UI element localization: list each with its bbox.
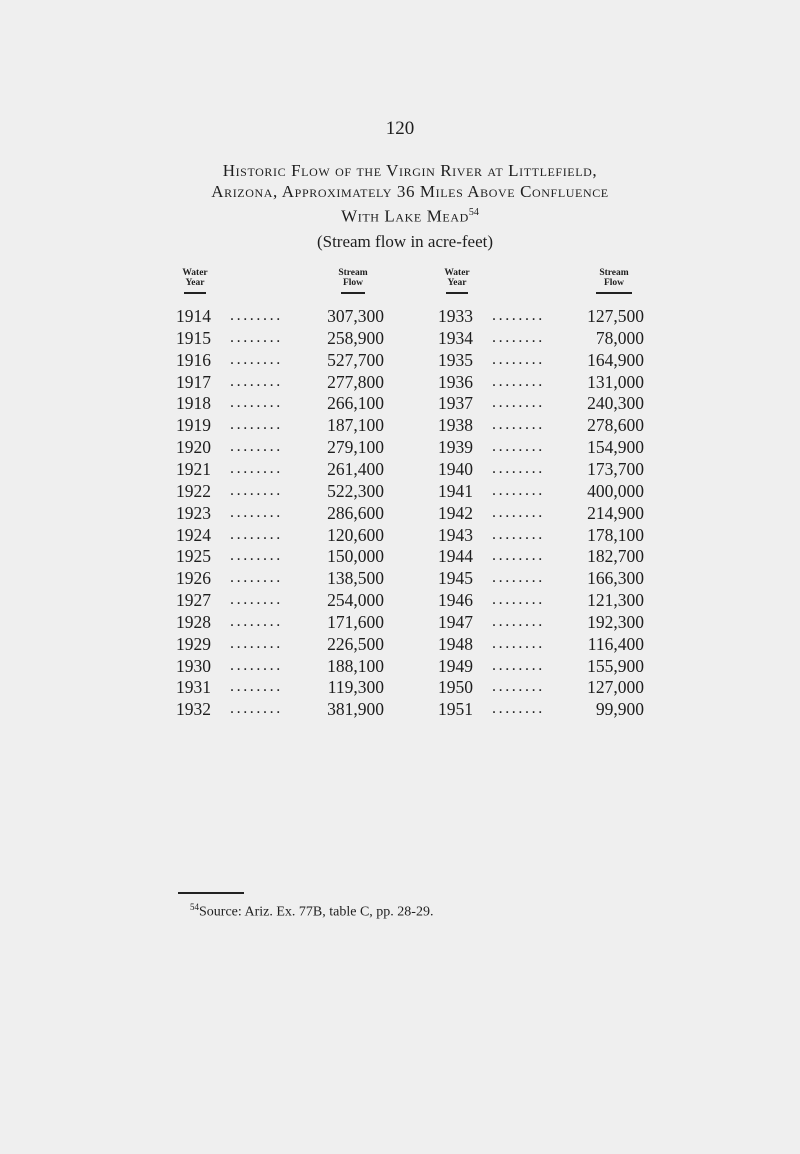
stream-flow: 266,100 (327, 393, 384, 413)
water-year: 1930 (176, 656, 211, 676)
stream-flow: 214,900 (587, 503, 644, 523)
title-line-2: Arizona, Approximately 36 Miles Above Confluence (211, 182, 609, 201)
leader-dots: ........ (492, 438, 545, 455)
leader-dots: ........ (492, 373, 545, 390)
stream-flow: 307,300 (327, 306, 384, 326)
table-row (176, 655, 384, 677)
footnote-rule (178, 892, 244, 894)
stream-flow: 258,900 (327, 328, 384, 348)
water-year: 1938 (438, 415, 473, 435)
stream-flow: 226,500 (327, 634, 384, 654)
water-year: 1946 (438, 590, 473, 610)
header-text: Stream (338, 268, 368, 278)
table-row (176, 567, 384, 589)
stream-flow: 164,900 (587, 350, 644, 370)
header-rule (341, 292, 365, 294)
leader-dots: ........ (230, 460, 283, 477)
table-row (438, 349, 644, 371)
water-year: 1940 (438, 459, 473, 479)
leader-dots: ........ (492, 569, 545, 586)
header-water-year-right (438, 268, 476, 294)
stream-flow: 522,300 (327, 481, 384, 501)
leader-dots: ........ (492, 351, 545, 368)
leader-dots: ........ (230, 394, 283, 411)
table-row (176, 611, 384, 633)
table-row (176, 502, 384, 524)
stream-flow: 187,100 (327, 415, 384, 435)
title-line-3 (150, 202, 670, 227)
leader-dots: ........ (492, 678, 545, 695)
table-row (438, 305, 644, 327)
stream-flow: 527,700 (327, 350, 384, 370)
table-row (438, 567, 644, 589)
water-year: 1931 (176, 677, 211, 697)
header-stream-flow-left (330, 268, 376, 294)
leader-dots: ........ (230, 329, 283, 346)
table-row (438, 676, 644, 698)
table-row (176, 676, 384, 698)
header-text: Year (447, 278, 467, 288)
table-row (176, 327, 384, 349)
water-year: 1950 (438, 677, 473, 697)
leader-dots: ........ (492, 700, 545, 717)
header-water-year-left (176, 268, 214, 294)
table-row (176, 392, 384, 414)
table-row (438, 633, 644, 655)
water-year: 1928 (176, 612, 211, 632)
water-year: 1915 (176, 328, 211, 348)
leader-dots: ........ (230, 351, 283, 368)
stream-flow: 254,000 (327, 590, 384, 610)
table-row (438, 524, 644, 546)
leader-dots: ........ (230, 504, 283, 521)
leader-dots: ........ (230, 482, 283, 499)
table-row (438, 545, 644, 567)
water-year: 1921 (176, 459, 211, 479)
page-number: 120 (385, 118, 415, 139)
header-text: Stream (599, 268, 629, 278)
table-row (438, 502, 644, 524)
water-year: 1941 (438, 481, 473, 501)
stream-flow: 171,600 (327, 612, 384, 632)
leader-dots: ........ (492, 394, 545, 411)
leader-dots: ........ (230, 569, 283, 586)
stream-flow: 278,600 (587, 415, 644, 435)
header-text: Flow (342, 278, 364, 288)
table-row (438, 436, 644, 458)
stream-flow: 400,000 (587, 481, 644, 501)
water-year: 1923 (176, 503, 211, 523)
header-stream-flow-right (591, 268, 637, 294)
leader-dots: ........ (230, 373, 283, 390)
table-subtitle: (Stream flow in acre-feet) (316, 232, 494, 251)
leader-dots: ........ (492, 635, 545, 652)
water-year: 1922 (176, 481, 211, 501)
water-year: 1916 (176, 350, 211, 370)
water-year: 1934 (438, 328, 473, 348)
water-year: 1939 (438, 437, 473, 457)
water-year: 1926 (176, 568, 211, 588)
table-row (176, 480, 384, 502)
header-rule (184, 292, 206, 294)
table-title (150, 160, 670, 227)
table-row (438, 480, 644, 502)
stream-flow: 138,500 (327, 568, 384, 588)
table-row (438, 611, 644, 633)
stream-flow: 240,300 (587, 393, 644, 413)
table-row (176, 589, 384, 611)
stream-flow: 154,900 (587, 437, 644, 457)
table-row (176, 524, 384, 546)
water-year: 1943 (438, 525, 473, 545)
stream-flow: 178,100 (587, 525, 644, 545)
water-year: 1929 (176, 634, 211, 654)
leader-dots: ........ (230, 547, 283, 564)
table-row (438, 414, 644, 436)
leader-dots: ........ (492, 591, 545, 608)
stream-flow: 127,500 (587, 306, 644, 326)
leader-dots: ........ (492, 657, 545, 674)
leader-dots: ........ (492, 526, 545, 543)
table-row (438, 327, 644, 349)
stream-flow: 261,400 (327, 459, 384, 479)
leader-dots: ........ (230, 678, 283, 695)
footnote (190, 902, 433, 921)
table-row (438, 698, 644, 720)
leader-dots: ........ (492, 613, 545, 630)
table-row (176, 349, 384, 371)
water-year: 1925 (176, 546, 211, 566)
water-year: 1937 (438, 393, 473, 413)
table-row (176, 633, 384, 655)
leader-dots: ........ (230, 307, 283, 324)
stream-flow: 150,000 (327, 546, 384, 566)
header-rule (446, 292, 468, 294)
header-text: Year (185, 278, 205, 288)
footnote-marker: 54 (190, 902, 199, 912)
table-row (176, 458, 384, 480)
stream-flow: 131,000 (587, 372, 644, 392)
stream-flow: 286,600 (327, 503, 384, 523)
header-text: Water (444, 268, 470, 278)
leader-dots: ........ (230, 416, 283, 433)
water-year: 1920 (176, 437, 211, 457)
table-row (438, 392, 644, 414)
footnote-text: Source: Ariz. Ex. 77B, table C, pp. 28-29. (199, 904, 434, 920)
leader-dots: ........ (492, 307, 545, 324)
table-row (176, 371, 384, 393)
leader-dots: ........ (230, 657, 283, 674)
water-year: 1949 (438, 656, 473, 676)
water-year: 1935 (438, 350, 473, 370)
header-rule (596, 292, 632, 294)
water-year: 1917 (176, 372, 211, 392)
water-year: 1951 (438, 699, 473, 719)
stream-flow: 188,100 (327, 656, 384, 676)
stream-flow: 182,700 (587, 546, 644, 566)
water-year: 1932 (176, 699, 211, 719)
title-line-1: Historic Flow of the Virgin River at Littlefield, (222, 161, 598, 180)
water-year: 1948 (438, 634, 473, 654)
stream-flow: 381,900 (327, 699, 384, 719)
table-row (176, 305, 384, 327)
leader-dots: ........ (230, 526, 283, 543)
water-year: 1933 (438, 306, 473, 326)
water-year: 1945 (438, 568, 473, 588)
stream-flow: 166,300 (587, 568, 644, 588)
leader-dots: ........ (230, 613, 283, 630)
leader-dots: ........ (492, 482, 545, 499)
stream-flow: 120,600 (327, 525, 384, 545)
stream-flow: 173,700 (587, 459, 644, 479)
water-year: 1918 (176, 393, 211, 413)
stream-flow: 121,300 (587, 590, 644, 610)
table-row (176, 414, 384, 436)
water-year: 1927 (176, 590, 211, 610)
water-year: 1947 (438, 612, 473, 632)
title-footnote-ref: 54 (468, 207, 479, 218)
leader-dots: ........ (230, 635, 283, 652)
stream-flow: 78,000 (595, 328, 644, 348)
stream-flow: 116,400 (587, 634, 644, 654)
table-row (438, 655, 644, 677)
stream-flow: 277,800 (327, 372, 384, 392)
stream-flow: 119,300 (327, 677, 384, 697)
water-year: 1944 (438, 546, 473, 566)
stream-flow: 192,300 (587, 612, 644, 632)
leader-dots: ........ (492, 329, 545, 346)
water-year: 1942 (438, 503, 473, 523)
table-row (438, 589, 644, 611)
leader-dots: ........ (492, 547, 545, 564)
header-text: Flow (603, 278, 625, 288)
stream-flow: 155,900 (587, 656, 644, 676)
stream-flow: 99,900 (595, 699, 644, 719)
water-year: 1914 (176, 306, 211, 326)
leader-dots: ........ (492, 416, 545, 433)
water-year: 1919 (176, 415, 211, 435)
table-row (176, 436, 384, 458)
leader-dots: ........ (230, 438, 283, 455)
leader-dots: ........ (492, 504, 545, 521)
stream-flow: 127,000 (587, 677, 644, 697)
water-year: 1936 (438, 372, 473, 392)
table-row (176, 545, 384, 567)
leader-dots: ........ (230, 700, 283, 717)
leader-dots: ........ (230, 591, 283, 608)
stream-flow: 279,100 (327, 437, 384, 457)
title-line-3-text: With Lake Mead (341, 206, 469, 226)
water-year: 1924 (176, 525, 211, 545)
table-row (438, 458, 644, 480)
leader-dots: ........ (492, 460, 545, 477)
table-row (176, 698, 384, 720)
header-text: Water (182, 268, 208, 278)
table-row (438, 371, 644, 393)
